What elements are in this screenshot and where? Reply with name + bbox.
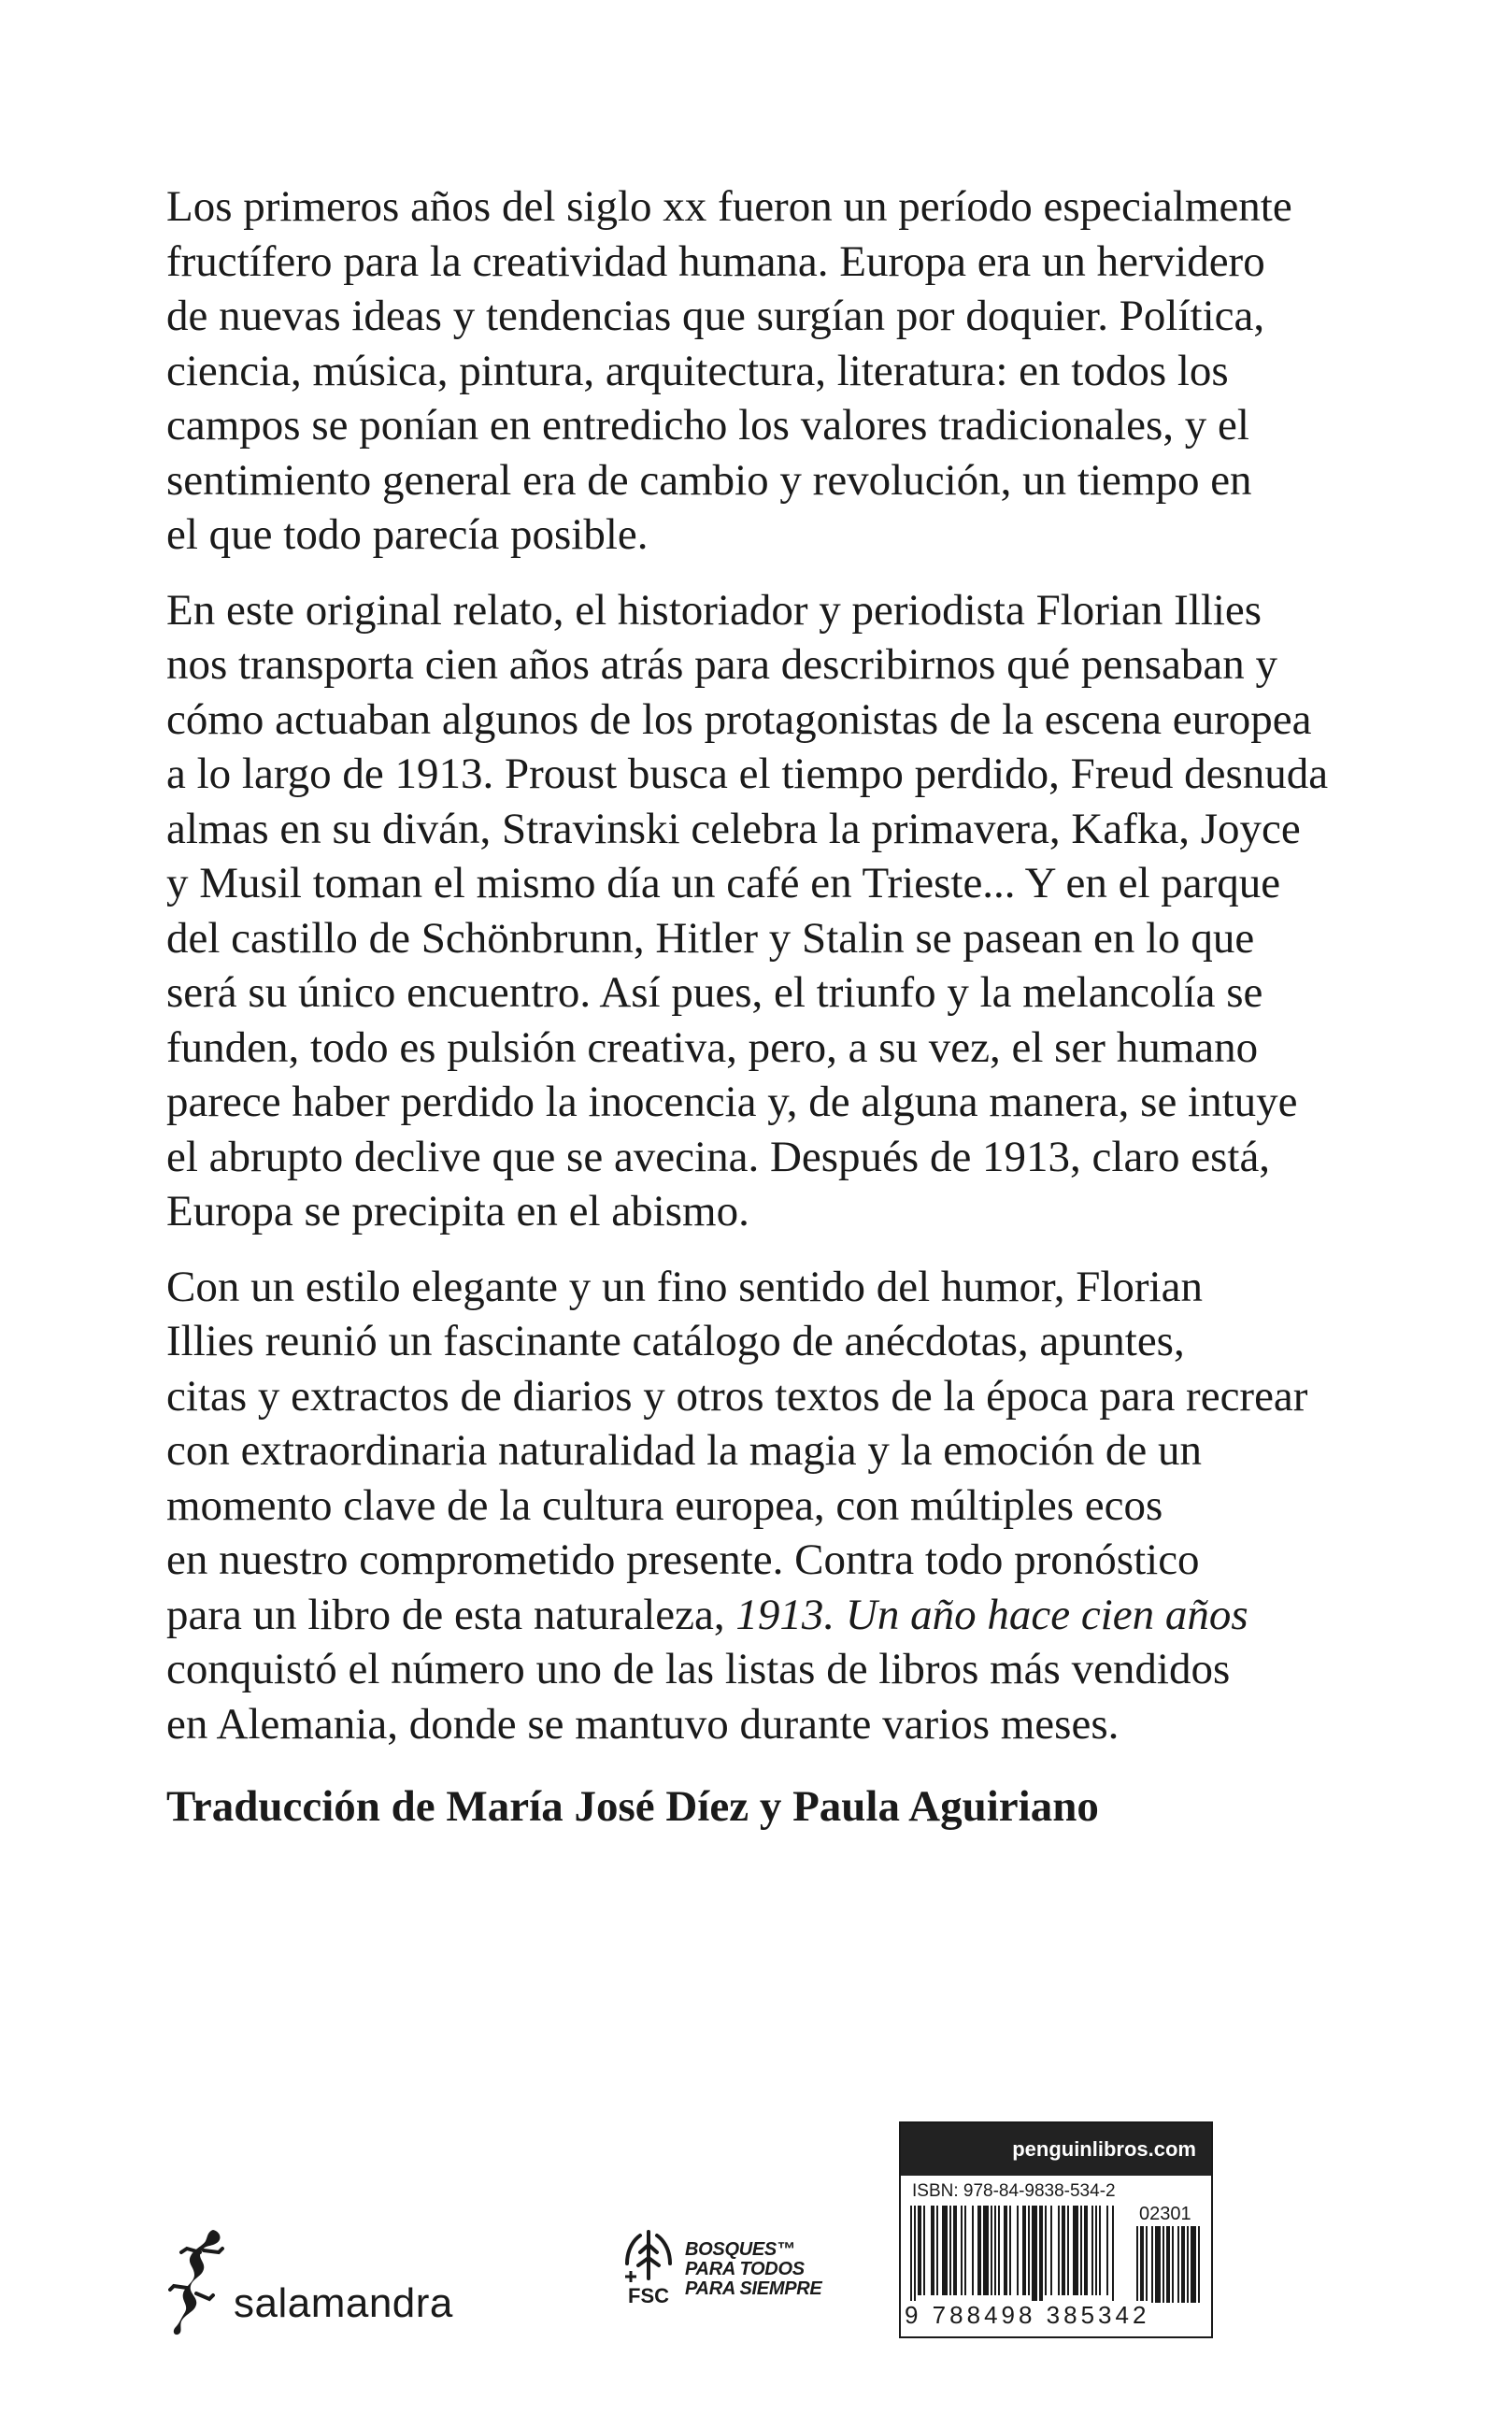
barcode-bar	[1191, 2226, 1196, 2303]
barcode-bar	[953, 2206, 957, 2295]
text-line: parece haber perdido la inocencia y, de alguna manera, se intuye	[166, 1078, 1298, 1126]
barcode-bar	[923, 2206, 925, 2295]
text-line: el abrupto declive que se avecina. Después de 1913, claro está,	[166, 1132, 1271, 1181]
fsc-line: PARA TODOS	[685, 2259, 805, 2279]
barcode-bar	[1084, 2206, 1088, 2295]
barcode-bar	[1151, 2226, 1153, 2303]
text-line: en nuestro comprometido presente. Contra todo pronóstico	[166, 1535, 1200, 1584]
barcode-bar	[1136, 2226, 1138, 2303]
addon-barcode	[1136, 2226, 1202, 2303]
text-line: a lo largo de 1913. Proust busca el tiempo perdido, Freud desnuda	[166, 750, 1329, 798]
text-line: almas en su diván, Stravinski celebra la primavera, Kafka, Joyce	[166, 804, 1301, 853]
text-line: Europa se precipita en el abismo.	[166, 1187, 749, 1235]
barcode-bar	[931, 2206, 934, 2295]
ean-barcode	[910, 2206, 1131, 2303]
fsc-abbr: FSC	[628, 2284, 669, 2307]
barcode-bar	[1009, 2206, 1011, 2295]
text-line: cómo actuaban algunos de los protagonistas de la escena europea	[166, 694, 1312, 744]
barcode-bar	[998, 2206, 1000, 2295]
paragraph-2	[166, 583, 1381, 1239]
text-line: campos se ponían en entredicho los valores tradicionales, y el	[166, 401, 1249, 450]
salamander-icon	[168, 2224, 228, 2336]
text-line: en Alemania, donde se mantuvo durante varios meses.	[166, 1699, 1120, 1749]
text-line: sentimiento general era de cambio y revolución, un tiempo en	[166, 455, 1252, 505]
barcode-bar	[1004, 2206, 1007, 2295]
barcode-bar	[1140, 2226, 1144, 2303]
barcode-bar	[1073, 2206, 1078, 2295]
barcode-bar	[1172, 2226, 1174, 2303]
barcode-bar	[964, 2206, 966, 2295]
barcode-bar	[972, 2206, 974, 2295]
website-bar	[901, 2123, 1211, 2176]
barcode-bar	[1146, 2226, 1148, 2303]
publisher-logo	[168, 2224, 453, 2336]
barcode-bar	[1155, 2226, 1161, 2303]
text-line: será su único encuentro. Así pues, el triunfo y la melancolía se	[166, 968, 1263, 1017]
barcode-bar	[910, 2206, 912, 2303]
fsc-line: BOSQUES™	[685, 2239, 795, 2260]
book-title: 1913. Un año hace cien años	[735, 1590, 1248, 1639]
barcode-bar	[991, 2206, 992, 2295]
text-line: de nuevas ideas y tendencias que surgían por doquier. Política,	[166, 292, 1265, 340]
barcode-bar	[918, 2206, 921, 2295]
barcode-bar	[1106, 2206, 1108, 2295]
text-line: citas y extractos de diarios y otros textos de la época para recrear	[166, 1371, 1308, 1421]
barcode-bar	[1028, 2206, 1030, 2295]
text-line: el que todo parecía posible.	[166, 510, 649, 559]
barcode-bar	[1166, 2226, 1170, 2303]
barcode-bar	[1099, 2206, 1101, 2295]
fsc-line: PARA SIEMPRE	[685, 2278, 822, 2299]
text-line: y Musil toman el mismo día un café en Trieste... Y en el parque	[166, 859, 1281, 907]
paragraph-1	[166, 179, 1381, 563]
barcode-bar	[1091, 2206, 1093, 2295]
text-line: Los primeros años del siglo xx fueron un período especialmente	[166, 182, 1292, 231]
text-line: En este original relato, el historiador y periodista Florian Illies	[166, 585, 1262, 635]
text-line: fructífero para la creatividad humana. Europa era un hervidero	[166, 236, 1265, 286]
barcode-bar	[977, 2206, 981, 2295]
text-line: funden, todo es pulsión creativa, pero, a su vez, el ser humano	[166, 1022, 1259, 1072]
text-line: Con un estilo elegante y un fino sentido del humor, Florian	[166, 1262, 1203, 1311]
barcode-bar	[994, 2206, 996, 2295]
paragraph-3	[166, 1260, 1381, 1752]
barcode-bar	[1095, 2206, 1097, 2295]
barcode-bar	[961, 2206, 963, 2295]
translation-credit: Traducción de María José Díez y Paula Aguiriano	[166, 1782, 1099, 1831]
barcode-bar	[1045, 2206, 1047, 2295]
isbn-label: ISBN: 978-84-9838-534-2	[912, 2181, 1116, 2201]
barcode-bar	[942, 2206, 948, 2295]
text-line	[166, 1588, 1381, 1643]
fsc-mark	[621, 2226, 676, 2308]
barcode-digits: 9 788498 385342	[905, 2301, 1150, 2329]
barcode-bar	[936, 2206, 938, 2295]
barcode-bar	[1062, 2206, 1065, 2295]
publisher-name: salamandra	[234, 2280, 453, 2326]
barcode-bar	[1050, 2206, 1052, 2295]
addon-code: 02301	[1139, 2204, 1191, 2224]
fsc-label	[621, 2226, 821, 2308]
barcode-bar	[1022, 2206, 1026, 2295]
text-line: conquistó el número uno de las listas de libros más vendidos	[166, 1645, 1231, 1693]
website-url: penguinlibros.com	[1012, 2137, 1196, 2161]
text-line: Illies reunió un fascinante catálogo de anécdotas, apuntes,	[166, 1317, 1185, 1365]
barcode-bar	[914, 2206, 916, 2303]
barcode-bar	[1080, 2206, 1082, 2295]
barcode-bar	[1163, 2226, 1164, 2303]
barcode-bar	[1032, 2206, 1037, 2303]
barcode-bar	[1112, 2206, 1114, 2303]
text-line: del castillo de Schönbrunn, Hitler y Stalin se pasean en lo que	[166, 913, 1255, 963]
text-line: con extraordinaria naturalidad la magia y la emoción de un	[166, 1426, 1202, 1475]
barcode-bar	[1039, 2206, 1043, 2303]
barcode-bar	[983, 2206, 989, 2295]
synopsis	[166, 179, 1381, 1855]
barcode-bar	[1058, 2206, 1060, 2295]
barcode-bar	[949, 2206, 951, 2295]
text-line: ciencia, música, pintura, arquitectura, literatura: en todos los	[166, 346, 1229, 395]
barcode-bar	[1198, 2226, 1200, 2303]
barcode-bar	[1017, 2206, 1019, 2295]
text-line: nos transporta cien años atrás para describirnos qué pensaban y	[166, 640, 1277, 689]
text-line: momento clave de la cultura europea, con múltiples ecos	[166, 1480, 1163, 1530]
barcode-bar	[1181, 2226, 1185, 2303]
fsc-tree-icon	[621, 2226, 676, 2286]
barcode-bar	[1187, 2226, 1189, 2303]
barcode-panel	[899, 2121, 1213, 2338]
barcode-bar	[1067, 2206, 1069, 2295]
text-segment: para un libro de esta naturaleza,	[166, 1590, 736, 1639]
barcode-bar	[1177, 2226, 1179, 2303]
fsc-slogan	[685, 2240, 821, 2299]
